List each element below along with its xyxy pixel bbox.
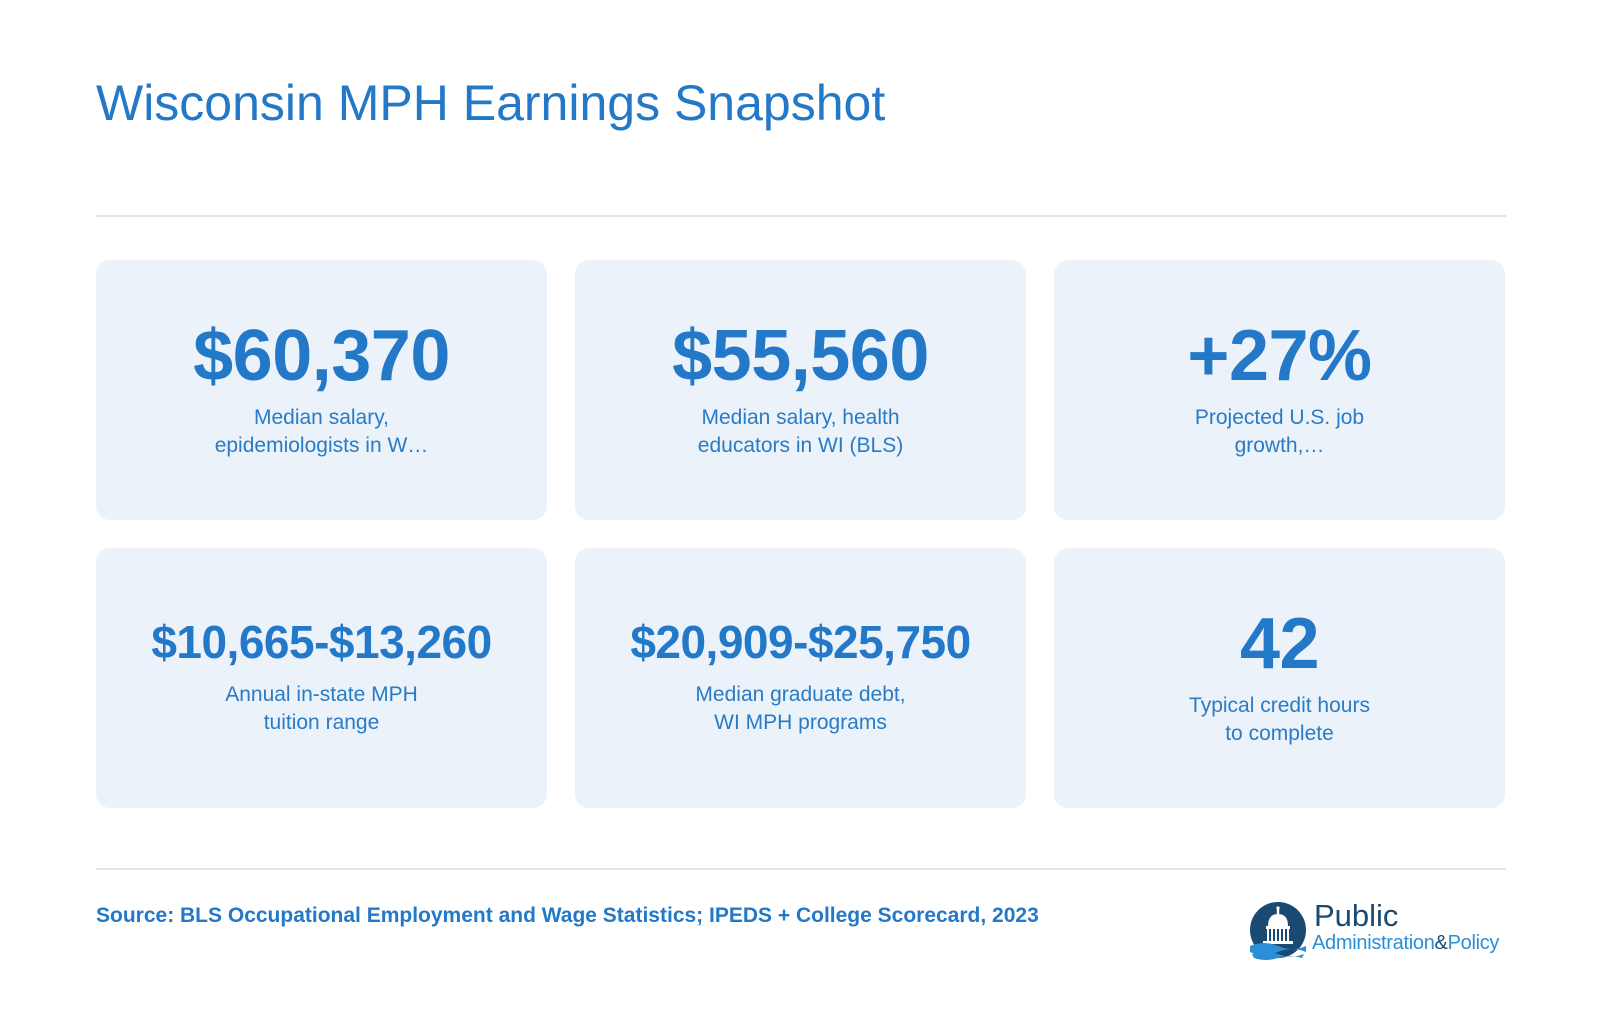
logo-word-administration: Administration [1312,932,1435,954]
stat-card-graduate-debt [575,548,1026,808]
stat-label-line: Projected U.S. job [1194,406,1365,429]
stat-value: 42 [1239,604,1320,684]
stat-value: $20,909-$25,750 [630,616,971,668]
stat-value: $55,560 [672,316,929,396]
source-note: Source: BLS Occupational Employment and Wage Statistics; IPEDS + College Scorecard, 2023 [96,904,1039,927]
stat-label-line: educators in WI (BLS) [697,434,904,457]
stat-label-line: epidemiologists in W… [214,434,429,457]
stat-label-line: Annual in-state MPH [225,683,418,706]
stat-card-epidemiologist-salary [96,260,547,520]
bottom-divider [96,868,1506,870]
stat-label-line: to complete [1225,722,1334,745]
stat-card-tuition-range [96,548,547,808]
stat-label-line: Median salary, [253,406,389,429]
site-logo [1246,900,1512,964]
stat-label-line: growth,… [1234,434,1325,457]
stat-value: +27% [1187,316,1372,396]
logo-ampersand: & [1434,932,1448,954]
stat-label-line: Median graduate debt, [695,683,906,706]
stat-label-line: WI MPH programs [714,711,887,734]
stat-cards-grid [96,260,1506,808]
logo-word-public: Public [1314,898,1399,933]
top-divider [96,215,1506,217]
stat-label [1150,404,1410,460]
logo-word-policy: Policy [1447,932,1500,954]
stat-card-job-growth [1054,260,1505,520]
stat-label [192,404,452,460]
capitol-dome-icon [1246,900,1310,964]
stat-card-health-educator-salary [575,260,1026,520]
stat-value: $60,370 [193,316,450,396]
logo-word-admin-policy [1312,932,1499,955]
stat-label-line: tuition range [263,711,380,734]
stat-label [1150,692,1410,748]
stat-label [671,681,931,737]
stat-label-line: Median salary, health [701,406,900,429]
stat-value: $10,665-$13,260 [151,616,492,668]
stat-card-credit-hours [1054,548,1505,808]
stat-label-line: Typical credit hours [1189,694,1370,717]
stat-label [671,404,931,460]
stat-label [192,681,452,737]
page-title: Wisconsin MPH Earnings Snapshot [96,75,886,131]
